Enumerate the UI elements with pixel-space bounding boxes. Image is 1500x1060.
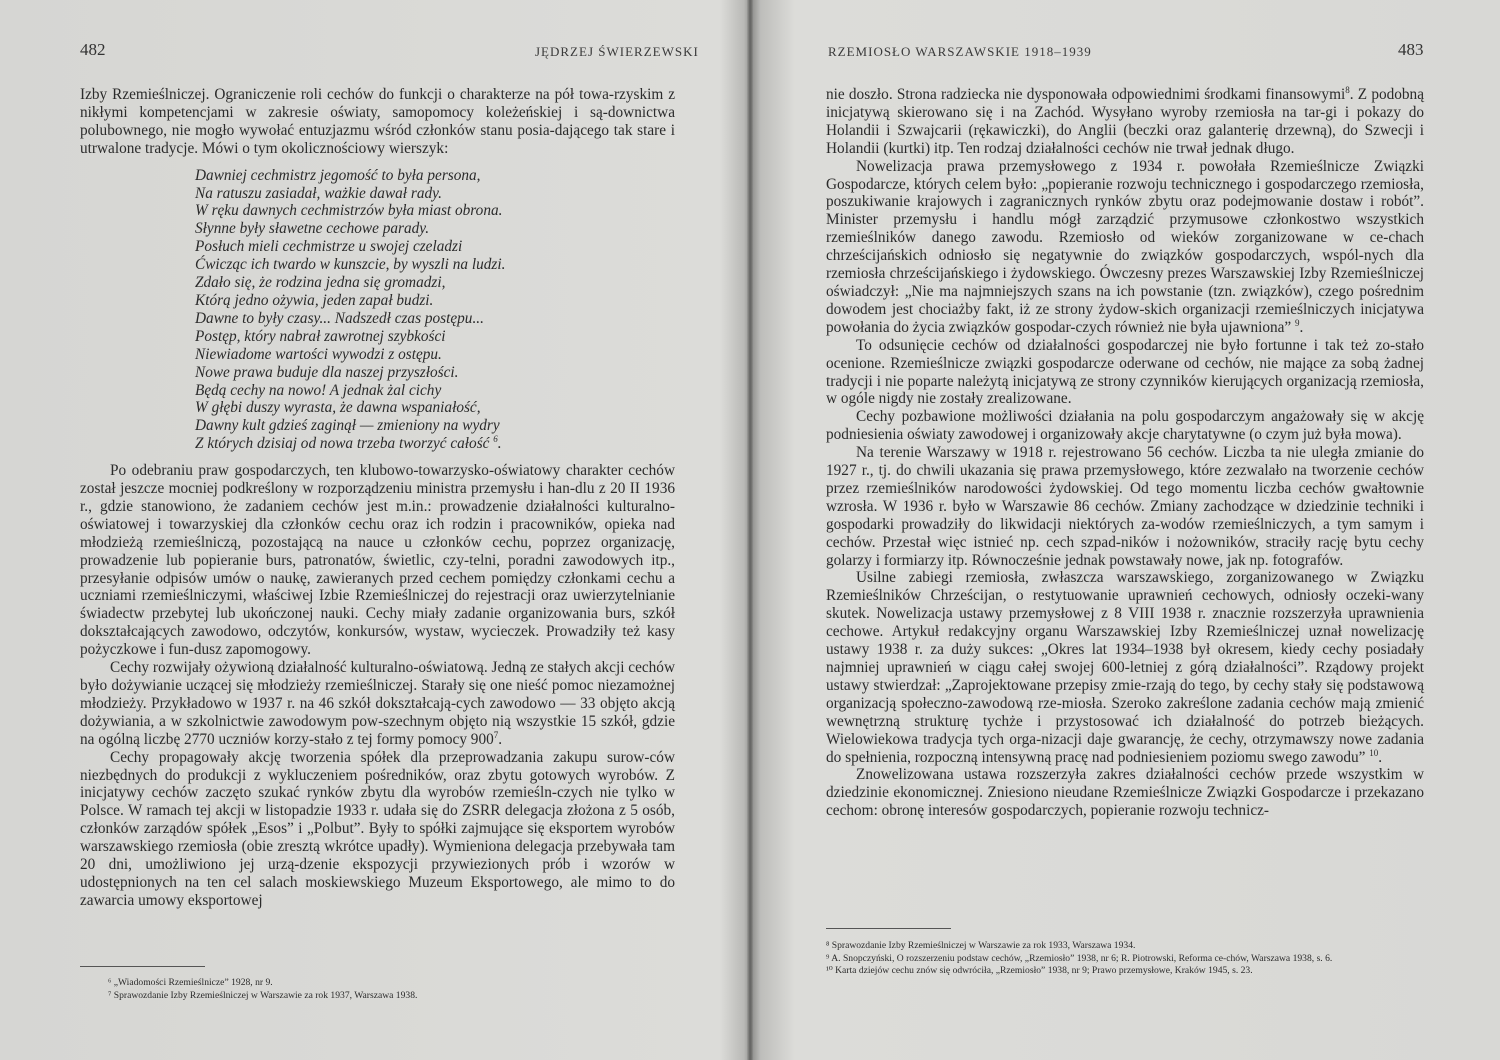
right-body-text — [826, 86, 1424, 820]
poem-line: Dawniej cechmistrz jegomość to była persona, — [195, 166, 481, 184]
footnote: ¹⁰ Karta dziejów cechu znów się odwróciła, „Rzemiosło” 1938, nr 9; Prawo przemysłowe, Kraków 1945, s. 23. — [826, 965, 1253, 977]
poem-line: Z których dzisiaj od nowa trzeba tworzyć całość $^6$. — [195, 434, 502, 453]
paragraph: Znowelizowana ustawa rozszerzyła zakres działalności cechów przede wszystkim w dziedzinie ekonomicznej. Zniesiono nieudane Rzemieślnicze Związki Gospodarcze i przekazano cechom: obronę interesów gospodarczych, popieranie rozwoju technicz- — [826, 766, 1424, 820]
paragraph: Cechy pozbawione możliwości działania na polu gospodarczym angażowały się w akcję podniesienia oświaty zawodowej i organizowały akcje charytatywne (o czym już była mowa). — [826, 408, 1424, 444]
footnote-rule — [826, 928, 951, 929]
paragraph: Cechy rozwijały ożywioną działalność kulturalno-oświatową. Jedną ze stałych akcji cechów było dożywianie uczącej się młodzieży rzemieślniczej. Starały się one nieść pomoc niezamożnej młodzieży. Przykładowo w 1937 r. na 46 szkół dokształcają-cych zawodowo — 33 objęto akcją dożywiania, a w szkolnictwie zawodowym pow-szechnym objęto nią wszystkie 15 szkół, gdzie na ogólną liczbę 2770 uczniów korzy-stało z tej formy pomocy $900^7$. — [80, 659, 675, 748]
footnote: ⁹ A. Snopczyński, O rozszerzeniu podstaw cechów, „Rzemiosło” 1938, nr 6; R. Piotrowski, Reforma ce-chów, Warszawa 1938, s. 6. — [826, 952, 1333, 964]
poem-line: Będą cechy na nowo! A jednak żal cichy — [195, 381, 442, 399]
poem-line: Niewiadome wartości wywodzi z ostępu. — [195, 345, 442, 363]
poem-line: Dawny kult gdzieś zaginął — zmieniony na wydry — [195, 417, 500, 435]
footnotes — [108, 977, 668, 1002]
running-head: JĘDRZEJ ŚWIERZEWSKI — [535, 44, 699, 59]
paragraph: Nowelizacja prawa przemysłowego z 1934 r. powołała Rzemieślnicze Związki Gospodarcze, których celem było: „popieranie rozwoju technicznego i gospodarczego rzemiosła, poszukiwanie krajowych i zagranicznych rynków zbytu oraz podejmowanie dostaw i robót”. Minister przemysłu i handlu mógł zarządzić przymusowe członkostwo wszystkich rzemieślników danego zawodu. Rzemiosło od wieków zorganizowane w ce-chach chrześcijańskich odniosło się negatywnie do związków gospodarczych, wspól-nych dla rzemiosła chrześcijańskiego i żydowskiego. Ówczesny prezes Warszawskiej Izby Rzemieślniczej oświadczył: „Nie ma najmniejszych szans na ich powstanie (tzn. związków), czego pośrednim dowodem jest chociażby fakt, iż ze strony żydow-skich organizacji rzemieślniczych inicjatywa powołania do życia związków gospodar-czych również nie była ujawniona” $^9$. — [826, 157, 1424, 336]
poem — [195, 167, 675, 454]
footnote-rule — [80, 966, 205, 967]
poem-line: Ćwicząc ich twardo w kunszcie, by wyszli na ludzi. — [195, 256, 506, 274]
paragraph-text: . Z podobną inicjatywą skierowano się i na Zachód. Wysyłano wyroby rzemiosła na tar-gi i pokazy do Holandii i Szwajcarii (rękawiczki), do Anglii (beczki oraz galanterię drzewną), do Szwecji i Holandii (kurtki) itp. Ten rodzaj działalności cechów nie trwał jednak długo. — [826, 86, 1424, 157]
footnote: ⁶ „Wiadomości Rzemieślnicze” 1928, nr 9. — [108, 977, 273, 988]
footnote-ref: 8 — [1345, 85, 1350, 95]
poem-line: Dawne to były czasy... Nadszedł czas postępu... — [195, 309, 484, 327]
footnote-ref: 10 — [1369, 747, 1379, 758]
paragraph-text: Usilne zabiegi rzemiosła, zwłaszcza warszawskiego, zorganizowanego w Związku Rzemieślników Chrześcijan, o restytuowanie uprawnień cechowych, odniosły oczeki-wany skutek. Nowelizacja ustawy przemysłowej z 8 VIII 1938 r. znacznie rozszerzyła uprawnienia cechowe. Artykuł redakcyjny organu Warszawskiej Izby Rzemieślniczej uznał nowelizację ustawy 1938 r. za duży sukces: „Okres lat 1934–1938 był okresem, kiedy cechy posiadały najmniej uprawnień w ciągu całej swojej 600-letniej z górą działalności”. Rządowy projekt ustawy stwierdzał: „Zaprojektowane przepisy zmie-rzają do tego, by cechy stały się podstawową organizacją społeczno-zawodową rze-miosła. Szeroko zakreślone zadania cechów mają zmienić wewnętrzną strukturę tychże i przystosować ich działalność do potrzeb bieżących. Wielowiekowa tradycja tych orga-nizacji daje gwarancję, że cechy, otrzymawszy nowe zadania do spełnienia, rozpoczną intensywną pracę nad podniesieniem poziomu swego zawodu” — [826, 569, 1424, 766]
footnote-ref: 7 — [493, 729, 499, 740]
footnote-ref: 9 — [1295, 317, 1300, 328]
footnote: ⁷ Sprawozdanie Izby Rzemieślniczej w Warszawie za rok 1937, Warszawa 1938. — [108, 989, 418, 1001]
footnote: ⁸ Sprawozdanie Izby Rzemieślniczej w Warszawie za rok 1933, Warszawa 1934. — [826, 940, 1136, 951]
paragraph-text: nie doszło. Strona radziecka nie dysponowała odpowiednimi środkami finansowymi — [826, 86, 1346, 103]
paragraph: Izby Rzemieślniczej. Ograniczenie roli cechów do funkcji o charakterze na pół towa-rzyskim z nikłymi kompetencjami w zakresie oświaty, samopomocy koleżeńskiej i są-downictwa polubownego, nie mogło wywołać entuzjazmu wśród członków stanu posia-dającego tak stare i utrwalone tradycje. Mówi o tym okolicznościowy wierszyk: — [80, 86, 675, 157]
poem-line: W ręku dawnych cechmistrzów była miast obrona. — [195, 202, 503, 220]
page-number: 482 — [80, 40, 106, 59]
paragraph: Po odebraniu praw gospodarczych, ten klubowo-towarzysko-oświatowy charakter cechów został jeszcze mocniej podkreślony w rozporządzeniu ministra przemysłu i han-dlu z 20 II 1936 r., gdzie stanowiono, że zadaniem cechów jest m.in.: prowadzenie działalności kulturalno-oświatowej i towarzyskiej dla członków cechu oraz ich rodzin i pracowników, opieka nad młodzieżą rzemieślniczą, pozostającą na nauce u członków cechu, poprzez organizację, prowadzenie lub popieranie burs, patronatów, świetlic, czy-telni, poradni zawodowych itp., przesyłanie odpisów umów o naukę, zawieranych przed cechem pomiędzy członkami cechu a uczniami rzemieślniczymi, właściwej Izbie Rzemieślniczej do rejestracji oraz uwierzytelnianie świadectw przebytej lub ukończonej nauki. Cechy miały zadanie organizowania burs, szkół dokształcających zawodowo, odczytów, konkursów, wystaw, wycieczek. Prowadziły też kasy pożyczkowe i fun-dusz zapomogowy. — [80, 462, 675, 659]
paragraph: Na terenie Warszawy w 1918 r. rejestrowano 56 cechów. Liczba ta nie uległa zmianie do 1927 r., tj. do chwili ukazania się prawa przemysłowego, które zezwalało na tworzenie cechów przez rzemieślników narodowości żydowskiej. Od tego momentu liczba cechów gwałtownie wzrosła. W 1936 r. było w Warszawie 86 cechów. Zmiany zachodzące w dziedzinie techniki i gospodarki prowadziły do likwidacji niektórych za-wodów rzemieślniczych, a tym samym i cechów. Przestał więc istnieć np. cech szpad-ników i nożowników, straciły rację bytu cechy golarzy i formiarzy itp. Równocześnie jednak powstawały nowe, jak np. fotografów. — [826, 444, 1424, 569]
poem-line: Zdało się, że rodzina jedna się gromadzi, — [195, 274, 446, 292]
paragraph: To odsunięcie cechów od działalności gospodarczej nie było fortunne i tak też zo-stało ocenione. Rzemieślnicze związki gospodarcze oderwane od cechów, nie mające za sobą żadnej tradycji i nie poparte należytą inicjatywą ze strony czynników kierujących organizacją rzemiosła, w ogóle nigdy nie zostały zrealizowane. — [826, 336, 1424, 408]
paragraph: Usilne zabiegi rzemiosła, zwłaszcza warszawskiego, zorganizowanego w Związku Rzemieślników Chrześcijan, o restytuowanie uprawnień cechowych, odniosły oczeki-wany skutek. Nowelizacja ustawy przemysłowej z 8 VIII 1938 r. znacznie rozszerzyła uprawnienia cechowe. Artykuł redakcyjny organu Warszawskiej Izby Rzemieślniczej uznał nowelizację ustawy 1938 r. za duży sukces: „Okres lat 1934–1938 był okresem, kiedy cechy posiadały najmniej uprawnień w ciągu całej swojej 600-letniej z górą działalności”. Rządowy projekt ustawy stwierdzał: „Zaprojektowane przepisy zmie-rzają do tego, by cechy stały się podstawową organizacją społeczno-zawodową rze-miosła. Szeroko zakreślone zadania cechów mają zmienić wewnętrzną strukturę tychże i przystosować ich działalność do potrzeb bieżących. Wielowiekowa tradycja tych orga-nizacji daje gwarancję, że cechy, otrzymawszy nowe zadania do spełnienia, rozpoczną intensywną pracę nad podniesieniem poziomu swego zawodu” $^{10}$. — [826, 569, 1424, 766]
poem-line-text: Z których dzisiaj od nowa trzeba tworzyć całość — [195, 435, 490, 453]
footnotes — [826, 940, 1424, 978]
poem-line: Postęp, który nabrał zawrotnej szybkości — [195, 327, 446, 345]
poem-line: Nowe prawa buduje dla naszej przyszłości. — [195, 363, 459, 381]
page-number: 483 — [1398, 40, 1424, 59]
left-body-text — [80, 86, 675, 910]
paragraph — [826, 86, 1424, 158]
running-head: RZEMIOSŁO WARSZAWSKIE 1918–1939 — [828, 44, 1092, 59]
paragraph: Cechy propagowały akcję tworzenia spółek dla przeprowadzania zakupu surow-ców niezbędnych do produkcji z wykluczeniem pośredników, oraz zbytu gotowych wyrobów. Z inicjatywy cechów zaczęto szukać rynków zbytu dla wyrobów rzemieśln-czych nie tylko w Polsce. W ramach tej akcji w listopadzie 1933 r. udała się do ZSRR delegacja złożona z 5 osób, członków zarządów spółek „Esos” i „Polbut”. Były to spółki zajmujące się eksportem wyrobów warszawskiego rzemiosła (obie zresztą wkrótce upadły). Wymieniona delegacja przebywała tam 20 dni, umożliwiono jej urzą-dzenie ekspozycji przywiezionych prób i wzorów w udostępnionych na ten cel salach moskiewskiego Muzeum Eksportowego, ale mimo to do zawarcia umowy eksportowej — [80, 748, 675, 909]
poem-line: Posłuch mieli cechmistrze u swojej czeladzi — [195, 238, 463, 256]
poem-line: Na ratuszu zasiadał, ważkie dawał rady. — [195, 184, 442, 202]
paragraph-text: Cechy rozwijały ożywioną działalność kulturalno-oświatową. Jedną ze stałych akcji cechów było dożywianie uczącej się młodzieży rzemieślniczej. Starały się one nieść pomoc niezamożnej młodzieży. Przykładowo w 1937 r. na 46 szkół dokształcają-cych zawodowo — 33 objęto akcją dożywiania, a w szkolnictwie zawodowym pow-szechnym objęto nią wszystkie 15 szkół, gdzie na ogólną liczbę 2770 uczniów korzy-stało z tej formy pomocy 900 — [80, 659, 675, 748]
poem-line: W głębi duszy wyrasta, że dawna wspaniałość, — [195, 399, 481, 417]
poem-line: Którą jedno ożywia, jeden zapał budzi. — [195, 291, 434, 309]
poem-line: Słynne były sławetne cechowe parady. — [195, 220, 430, 238]
paragraph-text: Nowelizacja prawa przemysłowego z 1934 r. powołała Rzemieślnicze Związki Gospodarcze, których celem było: „popieranie rozwoju technicznego i gospodarczego rzemiosła, poszukiwanie krajowych i zagranicznych rynków zbytu oraz podejmowanie dostaw i robót”. Minister przemysłu i handlu mógł zarządzić przymusowe członkostwo wszystkich rzemieślników danego zawodu. Rzemiosło od wieków zorganizowane w ce-chach chrześcijańskich odniosło się negatywnie do związków gospodarczych, wspól-nych dla rzemiosła chrześcijańskiego i żydowskiego. Ówczesny prezes Warszawskiej Izby Rzemieślniczej oświadczył: „Nie ma najmniejszych szans na ich powstanie (tzn. związków), czego pośrednim dowodem jest chociażby fakt, iż ze strony żydow-skich organizacji rzemieślniczych inicjatywa powołania do życia związków gospodar-czych również nie była ujawniona” — [826, 157, 1424, 336]
footnote-ref: 6 — [493, 434, 498, 445]
